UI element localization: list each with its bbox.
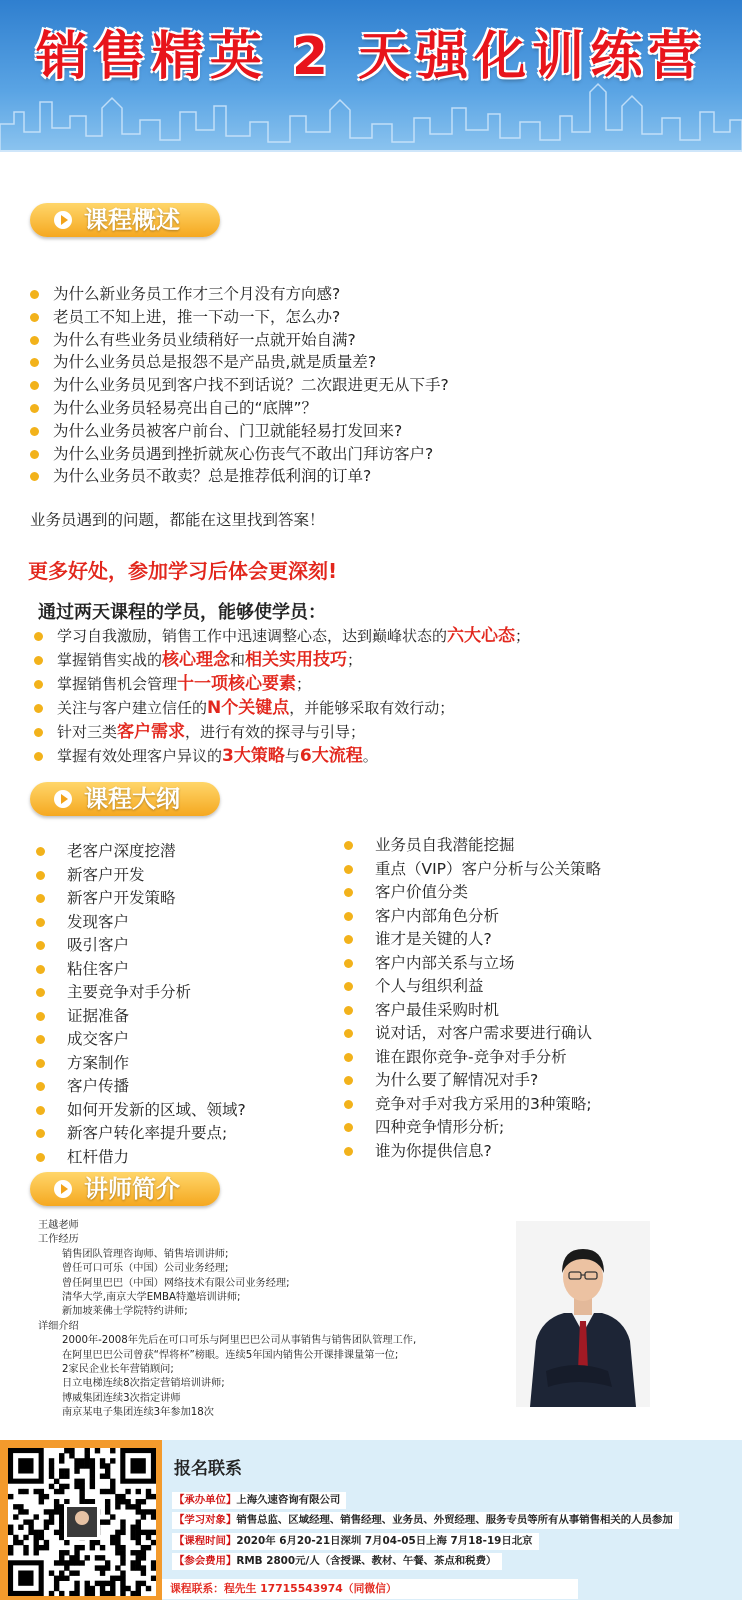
header-banner [0, 0, 742, 152]
outline-item: 竞争对手对我方采用的3种策略; [344, 1093, 601, 1117]
bullet-dot-icon [36, 871, 45, 880]
detail-item: 2家民企业长年营销顾问; [62, 1364, 174, 1376]
question-item: 为什么业务员遇到挫折就灰心伤丧气不敢出门拜访客户? [30, 443, 449, 466]
bullet-dot-icon [34, 680, 43, 689]
work-item: 新加坡莱佛士学院特约讲师; [62, 1306, 188, 1318]
outline-item: 谁为你提供信息? [344, 1140, 601, 1164]
detail-item: 在阿里巴巴公司曾获“悍将杯”榜眼。连续5年国内销售公开课排课量第一位; [62, 1349, 399, 1361]
bullet-dot-icon [36, 1106, 45, 1115]
outline-item: 老客户深度挖潜 [36, 840, 246, 864]
question-list [30, 283, 449, 488]
instructor-bio [38, 1219, 416, 1421]
work-history [38, 1248, 416, 1320]
bullet-dot-icon [30, 358, 39, 367]
work-item: 曾任可口可乐（中国）公司业务经理; [62, 1263, 229, 1275]
outline-item: 主要竞争对手分析 [36, 981, 246, 1005]
outline-item: 吸引客户 [36, 934, 246, 958]
contact-info [162, 1440, 742, 1600]
bullet-dot-icon [30, 313, 39, 322]
benefit-headline: 更多好处，参加学习后体会更深刻! [28, 559, 338, 583]
work-item: 清华大学,南京大学EMBA特邀培训讲师; [62, 1292, 241, 1304]
outline-item: 成交客户 [36, 1028, 246, 1052]
bullet-dot-icon [36, 1059, 45, 1068]
bullet-dot-icon [30, 450, 39, 459]
contact-section [0, 1440, 742, 1600]
question-item: 为什么业务员总是报怨不是产品贵,就是质量差? [30, 351, 449, 374]
bullet-dot-icon [344, 1006, 353, 1015]
goal-item: 掌握销售机会管理十一项核心要素； [34, 672, 530, 696]
bullet-dot-icon [344, 1123, 353, 1132]
outline-item: 客户内部角色分析 [344, 905, 601, 929]
bullet-dot-icon [344, 912, 353, 921]
bullet-dot-icon [34, 704, 43, 713]
question-item: 为什么业务员轻易亮出自己的“底牌”？ [30, 397, 449, 420]
bullet-dot-icon [344, 935, 353, 944]
bullet-dot-icon [36, 1082, 45, 1091]
qr-code[interactable] [8, 1448, 156, 1596]
outline-item: 粘住客户 [36, 958, 246, 982]
play-icon [54, 1180, 72, 1198]
outline-item: 方案制作 [36, 1052, 246, 1076]
goal-item: 学习自我激励，销售工作中迅速调整心态，达到巅峰状态的六大心态； [34, 624, 530, 648]
bullet-dot-icon [36, 918, 45, 927]
bullet-dot-icon [344, 865, 353, 874]
answer-text: 业务员遇到的问题，都能在这里找到答案！ [30, 511, 325, 529]
outline-item: 新客户开发 [36, 864, 246, 888]
bullet-dot-icon [36, 894, 45, 903]
outline-left-column [36, 840, 246, 1169]
goal-item: 针对三类客户需求，进行有效的探寻与引导； [34, 720, 530, 744]
bullet-dot-icon [30, 381, 39, 390]
bullet-dot-icon [34, 632, 43, 641]
bullet-dot-icon [36, 988, 45, 997]
question-item: 为什么业务员被客户前台、门卫就能轻易打发回来? [30, 420, 449, 443]
play-icon [54, 790, 72, 808]
goal-item: 关注与客户建立信任的N个关键点，并能够采取有效行动； [34, 696, 530, 720]
contact-title: 报名联系 [174, 1459, 242, 1479]
outline-item: 新客户转化率提升要点; [36, 1122, 246, 1146]
outline-item: 四种竞争情形分析; [344, 1116, 601, 1140]
bullet-dot-icon [36, 1035, 45, 1044]
contact-row: 【课程时间】2020年 6月20-21日深圳 7月04-05日上海 7月18-19日北京 [172, 1533, 539, 1550]
outline-item: 如何开发新的区域、领域? [36, 1099, 246, 1123]
bullet-dot-icon [30, 336, 39, 345]
course-title: 销售精英 2 天强化训练营 [35, 27, 707, 87]
outline-item: 杠杆借力 [36, 1146, 246, 1170]
work-title: 工作经历 [38, 1234, 79, 1246]
bullet-dot-icon [36, 1012, 45, 1021]
detail-item: 日立电梯连续8次指定营销培训讲师; [62, 1378, 225, 1390]
outline-item: 谁在跟你竞争-竞争对手分析 [344, 1046, 601, 1070]
bullet-dot-icon [30, 290, 39, 299]
section-overview-label: 课程概述 [30, 203, 220, 237]
section-outline-label: 课程大纲 [30, 782, 220, 816]
outline-item: 发现客户 [36, 911, 246, 935]
goal-item: 掌握销售实战的核心理念和相关实用技巧； [34, 648, 530, 672]
outline-item: 客户传播 [36, 1075, 246, 1099]
goals-title: 通过两天课程的学员，能够使学员： [38, 602, 326, 623]
question-item: 老员工不知上进，推一下动一下，怎么办? [30, 306, 449, 329]
outline-item: 新客户开发策略 [36, 887, 246, 911]
outline-item: 证据准备 [36, 1005, 246, 1029]
goals-list [34, 624, 530, 768]
bullet-dot-icon [344, 888, 353, 897]
question-item: 为什么有些业务员业绩稍好一点就开始自满? [30, 329, 449, 352]
detail-item: 博威集团连续3次指定讲师 [62, 1392, 181, 1404]
outline-right-column [344, 834, 601, 1163]
bullet-dot-icon [34, 728, 43, 737]
bullet-dot-icon [344, 1147, 353, 1156]
detail-title: 详细介绍 [38, 1320, 79, 1332]
outline-item: 客户最佳采购时机 [344, 999, 601, 1023]
outline-item: 个人与组织利益 [344, 975, 601, 999]
question-item: 为什么业务员不敢卖？总是推荐低利润的订单? [30, 465, 449, 488]
instructor-photo [516, 1221, 650, 1407]
bullet-dot-icon [344, 1100, 353, 1109]
detail-item: 南京某电子集团连续3年参加18次 [62, 1407, 214, 1419]
section-instructor-label: 讲师简介 [30, 1172, 220, 1206]
work-item: 曾任阿里巴巴（中国）网络技术有限公司业务经理; [62, 1277, 290, 1289]
question-item: 为什么新业务员工作才三个月没有方向感? [30, 283, 449, 306]
outline-item: 为什么要了解情况对手? [344, 1069, 601, 1093]
contact-row: 【承办单位】上海久速咨询有限公司 [172, 1492, 346, 1509]
outline-item: 谁才是关键的人? [344, 928, 601, 952]
bullet-dot-icon [344, 1029, 353, 1038]
bullet-dot-icon [36, 847, 45, 856]
bullet-dot-icon [30, 472, 39, 481]
outline-item: 重点（VIP）客户分析与公关策略 [344, 858, 601, 882]
outline-item: 业务员自我潜能挖掘 [344, 834, 601, 858]
outline-item: 客户价值分类 [344, 881, 601, 905]
detail-list [38, 1334, 416, 1420]
bullet-dot-icon [36, 1129, 45, 1138]
contact-row: 【参会费用】RMB 2800元/人（含授课、教材、午餐、茶点和税费） [172, 1553, 502, 1570]
play-icon [54, 211, 72, 229]
bullet-dot-icon [36, 941, 45, 950]
bullet-dot-icon [344, 1053, 353, 1062]
bullet-dot-icon [344, 841, 353, 850]
bullet-dot-icon [36, 1153, 45, 1162]
bullet-dot-icon [30, 427, 39, 436]
goal-item: 掌握有效处理客户异议的3大策略与6大流程。 [34, 744, 530, 768]
bullet-dot-icon [344, 1076, 353, 1085]
bullet-dot-icon [344, 982, 353, 991]
detail-item: 2000年-2008年先后在可口可乐与阿里巴巴公司从事销售与销售团队管理工作, [62, 1335, 417, 1347]
bullet-dot-icon [344, 959, 353, 968]
work-item: 销售团队管理咨询师、销售培训讲师; [62, 1248, 229, 1260]
bullet-dot-icon [36, 965, 45, 974]
bullet-dot-icon [30, 404, 39, 413]
question-item: 为什么业务员见到客户找不到话说？二次跟进更无从下手? [30, 374, 449, 397]
instructor-name: 王越老师 [38, 1220, 79, 1231]
contact-phone[interactable]: 课程联系：程先生 17715543974（同微信） [162, 1579, 578, 1599]
contact-row: 【学习对象】销售总监、区域经理、销售经理、业务员、外贸经理、服务专员等所有从事销售相关的人员参加 [172, 1512, 679, 1529]
bullet-dot-icon [34, 752, 43, 761]
outline-item: 说对话，对客户需求要进行确认 [344, 1022, 601, 1046]
outline-item: 客户内部关系与立场 [344, 952, 601, 976]
bullet-dot-icon [34, 656, 43, 665]
